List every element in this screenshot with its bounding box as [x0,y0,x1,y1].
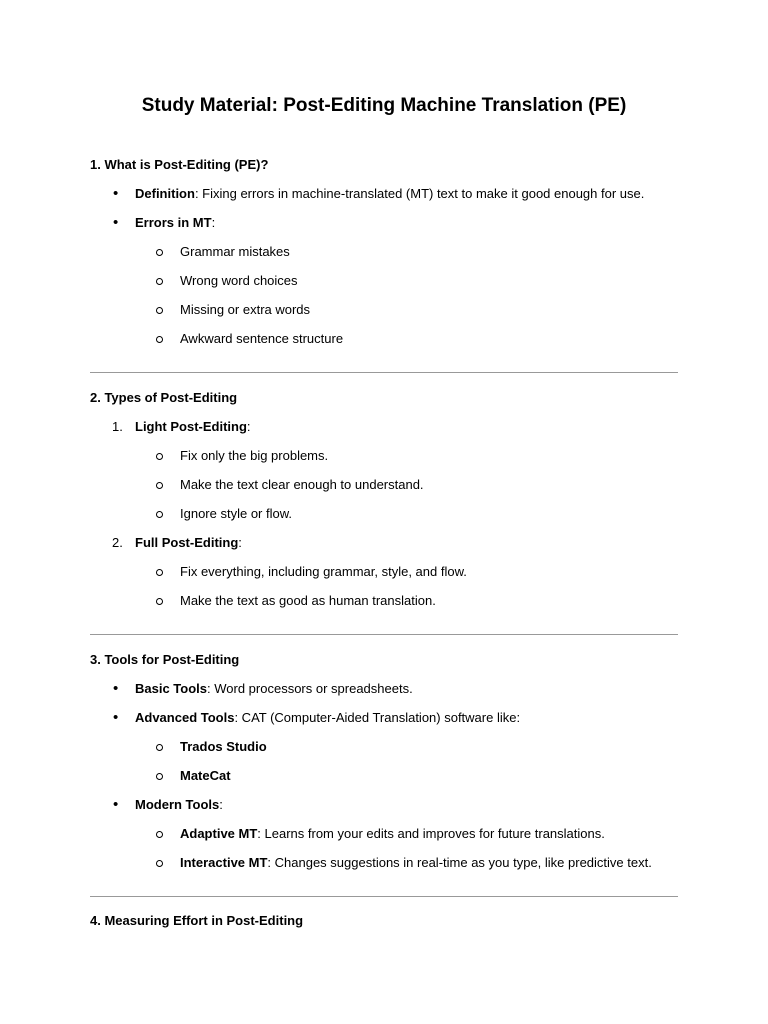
section-heading-types: 2. Types of Post-Editing [90,390,238,405]
sub-list-item: Wrong word choices [180,273,298,288]
sub-list-item: Ignore style or flow. [180,506,292,521]
sub-list-item: Trados Studio [180,739,267,754]
section-divider [90,896,678,897]
sub-list-item-interactive-mt [180,855,652,870]
sub-list-item: Grammar mistakes [180,244,290,259]
advanced-tools-text: : CAT (Computer-Aided Translation) software like: [234,710,521,725]
list-item-advanced-tools [135,710,520,725]
colon: : [211,215,216,230]
basic-tools-text: : Word processors or spreadsheets. [207,681,413,696]
term-basic-tools: Basic Tools [135,681,208,696]
sub-list-item: Fix everything, including grammar, style, and flow. [180,564,467,579]
circle-bullet-icon [156,511,163,518]
circle-bullet-icon [156,773,163,780]
section-heading-what-is-pe: 1. What is Post-Editing (PE)? [90,157,269,172]
list-item-basic-tools [135,681,413,696]
interactive-mt-text: : Changes suggestions in real-time as you type, like predictive text. [267,855,652,870]
list-item-definition [135,186,644,201]
section-divider [90,372,678,373]
colon: : [246,419,251,434]
sub-list-item: Make the text as good as human translation. [180,593,436,608]
definition-text: : Fixing errors in machine-translated (MT) text to make it good enough for use. [194,186,645,201]
list-item-full-post-editing [135,535,242,550]
bullet-icon: • [113,796,119,813]
colon: : [219,797,223,812]
page-title: Study Material: Post-Editing Machine Translation (PE) [141,95,627,116]
circle-bullet-icon [156,336,163,343]
circle-bullet-icon [156,860,163,867]
circle-bullet-icon [156,482,163,489]
sub-list-item-adaptive-mt [180,826,605,841]
term-full-post-editing: Full Post-Editing [135,535,239,550]
term-light-post-editing: Light Post-Editing [135,419,247,434]
bullet-icon: • [113,214,119,231]
list-item-errors-in-mt [135,215,215,230]
sub-list-item: Fix only the big problems. [180,448,329,463]
section-heading-tools: 3. Tools for Post-Editing [90,652,240,667]
sub-list-item: MateCat [180,768,231,783]
section-divider [90,634,678,635]
circle-bullet-icon [156,307,163,314]
circle-bullet-icon [156,453,163,460]
sub-list-item: Make the text clear enough to understand. [180,477,424,492]
term-adaptive-mt: Adaptive MT [180,826,258,841]
term-errors-in-mt: Errors in MT [135,215,212,230]
bullet-icon: • [113,680,119,697]
section-heading-measuring-effort: 4. Measuring Effort in Post-Editing [90,913,304,928]
bullet-icon: • [113,709,119,726]
term-interactive-mt: Interactive MT [180,855,268,870]
circle-bullet-icon [156,831,163,838]
bullet-icon: • [113,185,119,202]
circle-bullet-icon [156,744,163,751]
circle-bullet-icon [156,569,163,576]
circle-bullet-icon [156,278,163,285]
circle-bullet-icon [156,598,163,605]
list-item-modern-tools [135,797,223,812]
term-advanced-tools: Advanced Tools [135,710,235,725]
list-number: 1. [112,419,123,434]
circle-bullet-icon [156,249,163,256]
sub-list-item: Awkward sentence structure [180,331,344,346]
list-number: 2. [112,535,123,550]
term-definition: Definition [135,186,195,201]
list-item-light-post-editing [135,419,251,434]
term-modern-tools: Modern Tools [135,797,220,812]
colon: : [238,535,242,550]
sub-list-item: Missing or extra words [180,302,311,317]
adaptive-mt-text: : Learns from your edits and improves for future translations. [257,826,605,841]
